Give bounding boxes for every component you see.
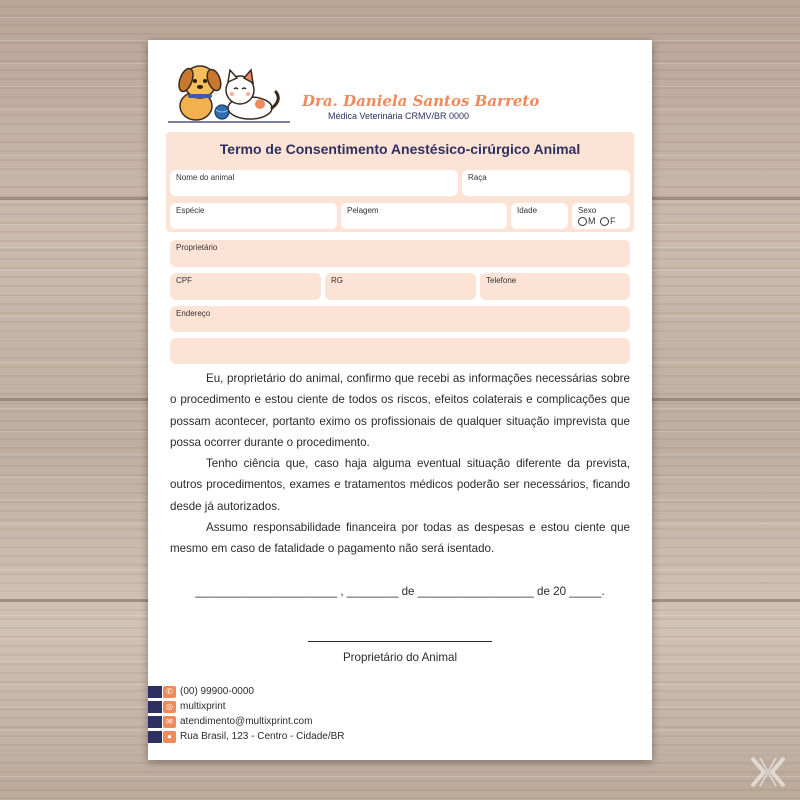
doctor-name: Dra. Daniela Santos Barreto	[302, 92, 540, 110]
cpf-field[interactable]	[170, 273, 321, 300]
age-field[interactable]	[511, 203, 568, 229]
owner-field[interactable]	[170, 240, 630, 267]
consent-form-sheet	[148, 40, 652, 760]
coat-field[interactable]	[341, 203, 507, 229]
animal-name-label: Nome do animal	[176, 173, 235, 182]
address-label: Endereço	[176, 309, 211, 318]
species-field[interactable]	[170, 203, 337, 229]
instagram-icon: ◎	[163, 701, 176, 713]
species-label: Espécie	[176, 206, 205, 215]
dog-and-cat-illustration	[164, 56, 294, 126]
sex-f-label: F	[610, 216, 616, 226]
sex-m-label: M	[588, 216, 596, 226]
contact-email	[148, 716, 408, 728]
phone-label: Telefone	[486, 276, 517, 285]
consent-paragraph: Assumo responsabilidade financeira por todas as despesas e estou ciente que mesmo em caso de fatalidade o pagamento não será isentado.	[170, 521, 630, 556]
address-field-line-2[interactable]	[170, 338, 630, 364]
breed-field[interactable]	[462, 170, 630, 196]
consent-paragraph: Eu, proprietário do animal, confirmo que recebi as informações necessárias sobre o procedimento e estou ciente de todos os riscos, efeitos colaterais e complicações que possam acontecer, portanto eximo os profissionais de qualquer situação imprevista que possa ocorrer durante o procedimento.	[170, 372, 630, 449]
doctor-credentials: Médica Veterinária CRMV/BR 0000	[328, 111, 470, 121]
contact-phone	[148, 686, 408, 698]
form-title: Termo de Consentimento Anestésico-cirúrgico Animal	[219, 141, 581, 157]
phone-field[interactable]	[480, 273, 630, 300]
rg-field[interactable]	[325, 273, 476, 300]
breed-label: Raça	[468, 173, 487, 182]
brand-logo-icon	[748, 752, 788, 792]
location-pin-icon: ●	[163, 731, 176, 743]
contact-address-text: Rua Brasil, 123 - Centro - Cidade/BR	[180, 731, 345, 742]
contact-email-text: atendimento@multixprint.com	[180, 716, 313, 727]
animal-name-field[interactable]	[170, 170, 458, 196]
whatsapp-icon: ✆	[163, 686, 176, 698]
rg-label: RG	[331, 276, 343, 285]
sex-f-radio[interactable]	[600, 217, 609, 226]
cpf-label: CPF	[176, 276, 192, 285]
contact-instagram-text: multixprint	[180, 701, 226, 712]
signature-label: Proprietário do Animal	[342, 651, 458, 664]
coat-label: Pelagem	[347, 206, 379, 215]
signature-line	[308, 641, 492, 642]
consent-text	[170, 368, 630, 560]
sex-field	[572, 203, 630, 229]
email-icon: ✉	[163, 716, 176, 728]
sex-m-radio[interactable]	[578, 217, 587, 226]
sex-label: Sexo	[578, 206, 597, 215]
contact-instagram	[148, 701, 408, 713]
consent-paragraph: Tenho ciência que, caso haja alguma eventual situação diferente da prevista, outros procedimentos, exames e tratamentos médicos poderão ser necessários, ficando desde já autorizados.	[170, 457, 630, 513]
owner-label: Proprietário	[176, 243, 218, 252]
contact-phone-text: (00) 99900-0000	[180, 686, 254, 697]
address-field[interactable]	[170, 306, 630, 332]
age-label: Idade	[517, 206, 538, 215]
date-line: ______________________ , ________ de __________________ de 20 _____.	[195, 585, 605, 598]
contact-address	[148, 731, 408, 743]
